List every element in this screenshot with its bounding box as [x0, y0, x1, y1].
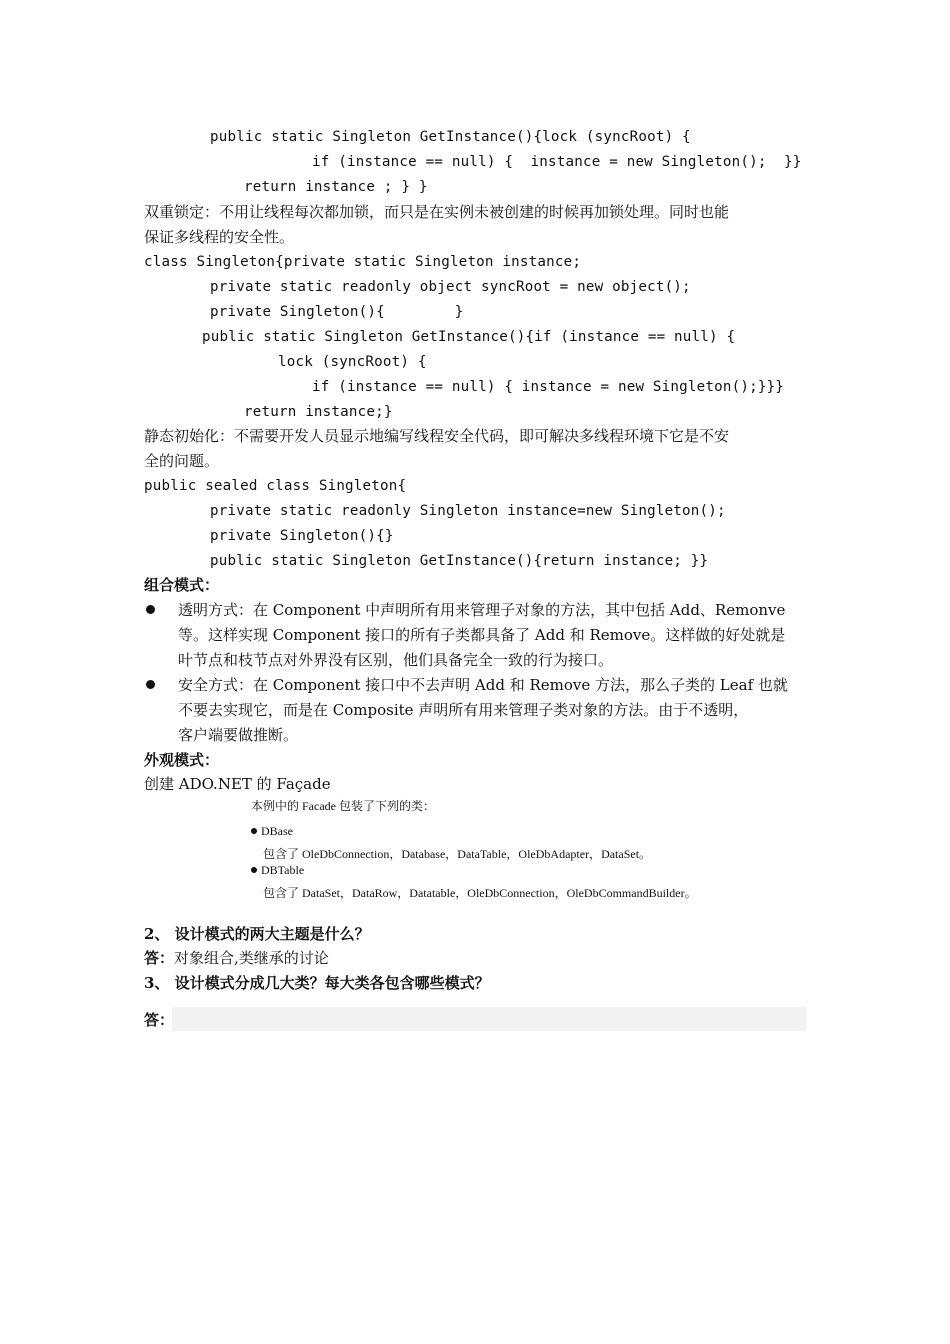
bullet-text-line: 透明方式：在 Component 中声明所有用来管理子对象的方法，其中包括 Add、Remonve	[178, 601, 786, 619]
figure-item-desc: 包含了 DataSet，DataRow，Datatable，OleDbConnection，OleDbCommandBuilder。	[263, 886, 697, 900]
bullet-text-line: 安全方式：在 Component 接口中不去声明 Add 和 Remove 方法，那么子类的 Leaf 也就	[178, 676, 788, 694]
code-line: private static readonly object syncRoot = new object();	[210, 279, 691, 295]
answer-label: 答：	[144, 949, 175, 967]
bullet-text-line: 客户端要做推断。	[178, 726, 299, 744]
facade-intro: 创建 ADO.NET 的 Façade	[144, 775, 331, 793]
question-2: 2、 设计模式的两大主题是什么？	[144, 925, 370, 943]
bullet-icon	[146, 605, 155, 614]
bullet-icon	[146, 680, 155, 689]
figure-item-desc: 包含了 OleDbConnection，Database，DataTable，OleDbAdapter，DataSet。	[263, 847, 652, 861]
bullet-icon	[251, 828, 257, 834]
paragraph-line: 全的问题。	[144, 452, 220, 470]
code-line: private Singleton(){ }	[210, 304, 464, 320]
bullet-text-line: 不要去实现它，而是在 Composite 声明所有用来管理子类对象的方法。由于不透明，	[178, 701, 749, 719]
figure-caption: 本例中的 Facade 包装了下列的类：	[251, 799, 435, 813]
code-line: if (instance == null) { instance = new Singleton();}}}	[312, 379, 785, 395]
code-line: private Singleton(){}	[210, 528, 394, 544]
bullet-icon	[251, 867, 257, 873]
code-line: public static Singleton GetInstance(){lock (syncRoot) {	[210, 129, 691, 145]
section-heading: 外观模式：	[144, 751, 220, 769]
answer-2	[144, 948, 329, 968]
code-line: public sealed class Singleton{	[144, 478, 407, 494]
figure-item-name: DBase	[261, 824, 293, 838]
code-line: if (instance == null) { instance = new Singleton(); }}	[312, 154, 802, 170]
code-line: public static Singleton GetInstance(){return instance; }}	[210, 553, 709, 569]
bullet-text-line: 叶节点和枝节点对外界没有区别，他们具备完全一致的行为接口。	[178, 651, 614, 669]
answer-text: 对象组合,类继承的讨论	[174, 949, 329, 967]
code-line: public static Singleton GetInstance(){if (instance == null) {	[202, 329, 736, 345]
paragraph-line: 双重锁定：不用让线程每次都加锁，而只是在实例未被创建的时候再加锁处理。同时也能	[144, 203, 730, 221]
figure-item-name: DBTable	[261, 863, 305, 877]
code-line: return instance;}	[244, 404, 393, 420]
figure-item	[251, 824, 293, 839]
answer-3-field[interactable]	[172, 1007, 806, 1031]
paragraph-line: 静态初始化：不需要开发人员显示地编写线程安全代码，即可解决多线程环境下它是不安	[144, 427, 730, 445]
code-line: private static readonly Singleton instance=new Singleton();	[210, 503, 726, 519]
code-line: lock (syncRoot) {	[278, 354, 427, 370]
section-heading: 组合模式：	[144, 576, 220, 594]
code-line: return instance ; } }	[244, 179, 428, 195]
bullet-text-line: 等。这样实现 Component 接口的所有子类都具备了 Add 和 Remove。这样做的好处就是	[178, 626, 786, 644]
figure-item	[251, 863, 304, 878]
question-3: 3、 设计模式分成几大类？每大类各包含哪些模式？	[144, 974, 490, 992]
paragraph-line: 保证多线程的安全性。	[144, 228, 295, 246]
answer-label: 答：	[144, 1011, 175, 1029]
code-line: class Singleton{private static Singleton instance;	[144, 254, 582, 270]
